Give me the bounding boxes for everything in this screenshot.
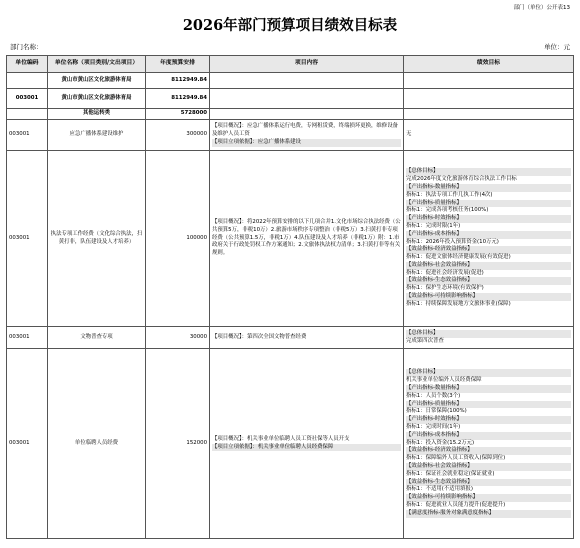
table-row [7,120,574,151]
department-label: 部门名称： [10,43,43,51]
goal-line: 【总体目标】 [406,369,571,377]
project-name: 应急广播体系建设维护 [48,120,146,151]
project-name: 文物普查专项 [48,327,146,349]
goal-line: 【总体目标】 [406,330,571,338]
goal-line: 指标1：保障编外人员工资收入(保障到位) [406,455,506,462]
goal-line: 指标1：促进文旅体经济健康发展(有效促进) [406,254,511,261]
summary-goals [404,73,574,89]
summary-row [7,73,574,89]
goal-line: 指标1：2026年投入预算资金(10万元) [406,238,499,245]
summary-row [7,89,574,109]
project-goals [404,120,574,151]
table-row [7,151,574,327]
goal-line: 【产出指标-成本指标】 [406,231,571,239]
project-amount: 100000 [146,151,210,327]
goal-line: 【效益指标-生态效益指标】 [406,479,571,487]
goal-line: 【效益指标-社会效益指标】 [406,262,571,270]
performance-table [6,55,574,539]
unit-label: 单位：元 [544,43,570,51]
goal-line: 指标1：人员个数(3个) [406,392,461,399]
project-amount: 30000 [146,327,210,349]
project-name: 执法专项工作经费（文化综合执法，扫黄打非，队伍建设及人才培养） [48,151,146,327]
project-amount: 300000 [146,120,210,151]
project-amount: 152000 [146,349,210,539]
col-header-goals: 绩效目标 [404,56,574,73]
project-content [210,151,404,327]
goal-line: 指标1：持续保障发展地方文旅体事业(保障) [406,300,511,307]
goal-line: 指标1：完成时间(1年) [406,424,461,430]
goal-line: 【满意度指标-服务对象满意度指标】 [406,510,571,518]
goal-line: 指标1：保证社会就业稳定(保证就业) [406,470,495,477]
goal-line: 指标1：完成各项考核任务(100%) [406,207,489,214]
table-row [7,349,574,539]
project-code: 003001 [7,327,48,349]
goal-line: 【产出指标-质量指标】 [406,401,571,409]
goal-line: 【总体目标】 [406,168,571,176]
project-code: 003001 [7,151,48,327]
project-code: 003001 [7,120,48,151]
summary-code: 003001 [7,89,48,109]
summary-amount: 8112949.84 [146,89,210,109]
goal-line: 【效益指标-社会效益指标】 [406,463,571,471]
goal-line: 指标1：完成时限(1年) [406,222,461,229]
page-title: 2026年部门预算项目绩效目标表 [182,17,398,34]
summary-amount: 8112949.84 [146,73,210,89]
content-line: 【项目概况】：第四次全国文物普查经费 [212,333,307,340]
goal-line: 机关事业单位编外人员经费保障 [406,377,482,384]
goal-line: 指标1：促进社会经济发展(促进) [406,269,484,276]
goal-line: 无 [406,131,412,138]
summary-row [7,109,574,120]
goal-line: 【产出指标-质量指标】 [406,200,571,208]
content-line: 【项目立项依据】：应急广播体系建设 [212,139,401,147]
table-header-row [7,56,574,73]
goal-line: 指标1：投入资金(15.2万元) [406,439,475,446]
goal-line: 【产出指标-数量指标】 [406,385,571,393]
summary-goals [404,109,574,120]
content-line: 【项目概况】：机关事业单位临聘人员工资社保等人员开支 [212,435,350,442]
project-goals [404,349,574,539]
goal-line: 指标1：保护生态环境(有效保护) [406,285,484,292]
goal-line: 【产出指标-时效指标】 [406,215,571,223]
goal-line: 【效益指标-可持续影响指标】 [406,293,571,301]
project-name: 单位临聘人员经费 [48,349,146,539]
project-goals [404,151,574,327]
col-header-budget: 年度预算安排 [146,56,210,73]
content-line: 【项目立项依据】：机关事业单位临聘人员经费保障 [212,444,401,452]
col-header-content: 项目内容 [210,56,404,73]
summary-name: 黄山市黄山区文化旅游体育局 [48,89,146,109]
table-row [7,327,574,349]
project-content [210,120,404,151]
table-number-label: 部门（单位）公开表13 [513,5,570,11]
col-header-code: 单位编码 [7,56,48,73]
goal-line: 指标1：促进就业人员能力提升(促进提升) [406,501,506,508]
goal-line: 【效益指标-经济效益指标】 [406,246,571,254]
project-code: 003001 [7,349,48,539]
goal-line: 【产出指标-时效指标】 [406,416,571,424]
summary-content [210,109,404,120]
summary-content [210,89,404,109]
goal-line: 完成2026年度文化旅游体育综合执法工作目标 [406,176,517,183]
goal-line: 【效益指标-经济效益指标】 [406,447,571,455]
col-header-name: 单位名称（项目类别/文出项目） [48,56,146,73]
summary-code [7,73,48,89]
goal-line: 完成第四次普查 [406,337,444,344]
goal-line: 【效益指标-可持续影响指标】 [406,494,571,502]
goal-line: 【产出指标-成本指标】 [406,432,571,440]
goal-line: 【产出指标-数量指标】 [406,184,571,192]
summary-name: 黄山市黄山区文化旅游体育局 [48,73,146,89]
content-line: 【项目概况】：将2022年预算安排的以下几项合并1.文化市场综合执法经费（公共预算5万，非税10万）2.旅游市场秩序专项整治（非税5万）3.扫黄打非专项经费（公共预算1.5万，非税1万）4.队伍建设及人才培养（非税1万）附：1.市政府关于行政处罚权工作方案通知；2.文旅体执法权力清单；3.扫黄打非等有关规则。 [212,219,401,257]
summary-amount: 5728000 [146,109,210,120]
project-content [210,327,404,349]
project-goals [404,327,574,349]
summary-goals [404,89,574,109]
project-content [210,349,404,539]
goal-line: 指标1：不适用(不适用填报) [406,486,473,493]
goal-line: 指标1：日常保障(100%) [406,408,467,415]
content-line: 【项目概况】：应急广播体系运行电费，专网租赁费，终端损坏更换，维修设备及维护人员工资 [212,123,398,138]
goal-line: 【效益指标-生态效益指标】 [406,277,571,285]
summary-content [210,73,404,89]
summary-name: 其他运转类 [48,109,146,120]
summary-code [7,109,48,120]
goal-line: 指标1：执法专项工作几执工作(4次) [406,191,493,198]
